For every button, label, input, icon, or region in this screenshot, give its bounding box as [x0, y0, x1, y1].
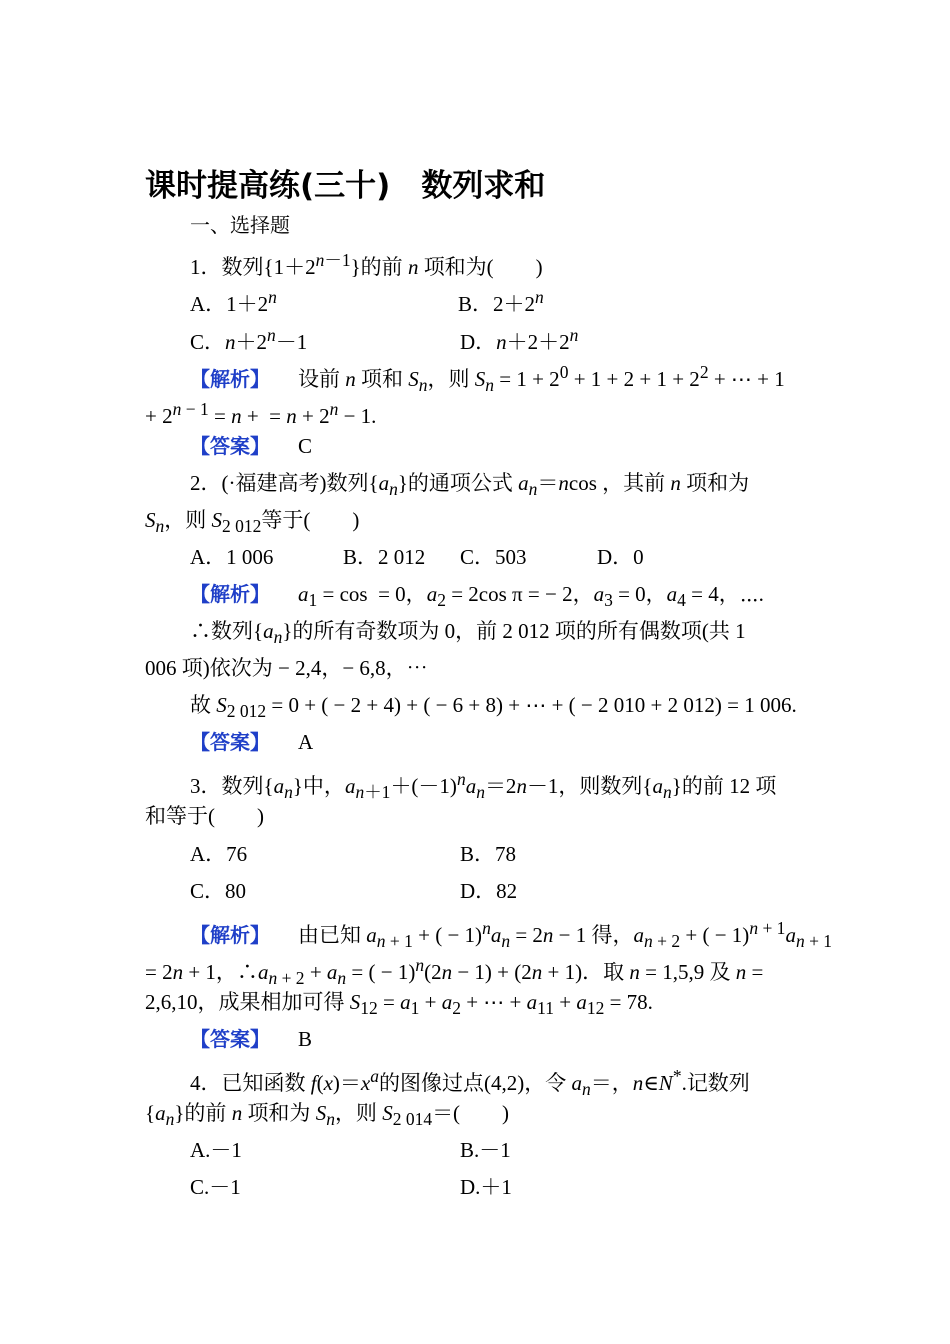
text-line: D．0 [597, 545, 644, 569]
text-line: B.－1 [460, 1138, 511, 1162]
text-line: D．$n+2+2^n$ [460, 325, 579, 354]
text-line: 【答案】 B [190, 1027, 313, 1051]
text-line [145, 167, 545, 205]
text-line: 2．(·福建高考)数列$\{a_n\}$的通项公式 $a_n=ncos$ ，其前 n 项和为 [190, 471, 750, 500]
text-line: 【答案】 C [190, 434, 313, 458]
text-line: + $2^{n - 1} = n$ + = $n + 2^n - 1$. [145, 399, 377, 428]
text-line: = 2n + 1，$\therefore a_{n + 2} + a_n$ = ( − 1)$^n$(2n − 1) + (2n + 1)．取 n = 1,5,9 及 n = [145, 955, 764, 989]
text-line: A．76 [190, 842, 248, 866]
text-line: 006 项)依次为 − 2,4，− 6,8，⋯ [145, 656, 428, 680]
section-heading: 一、选择题 [190, 213, 290, 237]
text-line: 3．数列$\{a_n\}$中，$a_{n+1}+(-1)^na_n=2n-1$，则数列$\{a_n\}$的前 12 项 [190, 769, 777, 803]
page-title: 课时提高练(三十) 数列求和 [145, 168, 546, 204]
text-line: C．503 [460, 545, 527, 569]
text-line: 2,6,10，成果相加可得 $S_{12} = a_1 + a_2$ + ⋯ + $a_{11} + a_{12} = 78$. [145, 990, 653, 1019]
text-line: $S_n$，则 $S_{2 012}$等于( ) [145, 508, 360, 537]
text-line: D.＋1 [460, 1175, 512, 1199]
text-line: B．2 012 [343, 545, 426, 569]
text-line: 1．数列$\{1+2^{n-1}\}$的前 n 项和为( ) [190, 250, 543, 279]
text-line: 【解析】 设前 n 项和 $S_n$，则 $S_n = 1 + 2^0 + 1 + 2 + 1 + 2^2$ + ⋯ + 1 [190, 362, 785, 396]
text-line: D．82 [460, 879, 518, 903]
text-line: C.－1 [190, 1175, 241, 1199]
text-line: A．1 006 [190, 545, 274, 569]
text-line: B．$2+2^n$ [458, 287, 544, 316]
text-line: C．80 [190, 879, 247, 903]
text-line: A．$1+2^n$ [190, 287, 277, 316]
text-line: 【答案】 A [190, 730, 314, 754]
text-line: ∴数列$\{a_n\}$的所有奇数项为 0，前 2 012 项的所有偶数项(共 1 [190, 619, 746, 648]
text-line: B．78 [460, 842, 517, 866]
text-line: A.－1 [190, 1138, 242, 1162]
text-line: 【解析】 由已知 $a_{n + 1}$ + ( − $1)^na_n = 2n - 1$ 得，$a_{n + 2}$ + ( − $1)^{n + 1}a_{n + 1}$ [190, 918, 833, 952]
text-line: 4．已知函数 $f(x)=x^a$的图像过点(4,2)，令 $a_n=$，n∈N*.记数列 [190, 1066, 750, 1100]
text-line: C．$n+2^n-1$ [190, 325, 308, 354]
text-line: $\{a_n\}$的前 n 项和为 $S_n$，则 $S_{2 014}=$( ) [145, 1101, 510, 1130]
text-line: 故 $S_{2 012} = 0$ + ( − 2 + 4) + ( − 6 + 8) + ⋯ + ( − 2 010 + 2 012) = 1 006. [190, 693, 797, 722]
text-line: 【解析】 $a_1 = \cos = 0$，$a_2 = 2\cos$ π = − 2，$a_3 = 0$，$a_4 = 4$，⋯. [190, 582, 764, 611]
text-line: 和等于( ) [145, 804, 264, 828]
text-line [190, 211, 290, 239]
